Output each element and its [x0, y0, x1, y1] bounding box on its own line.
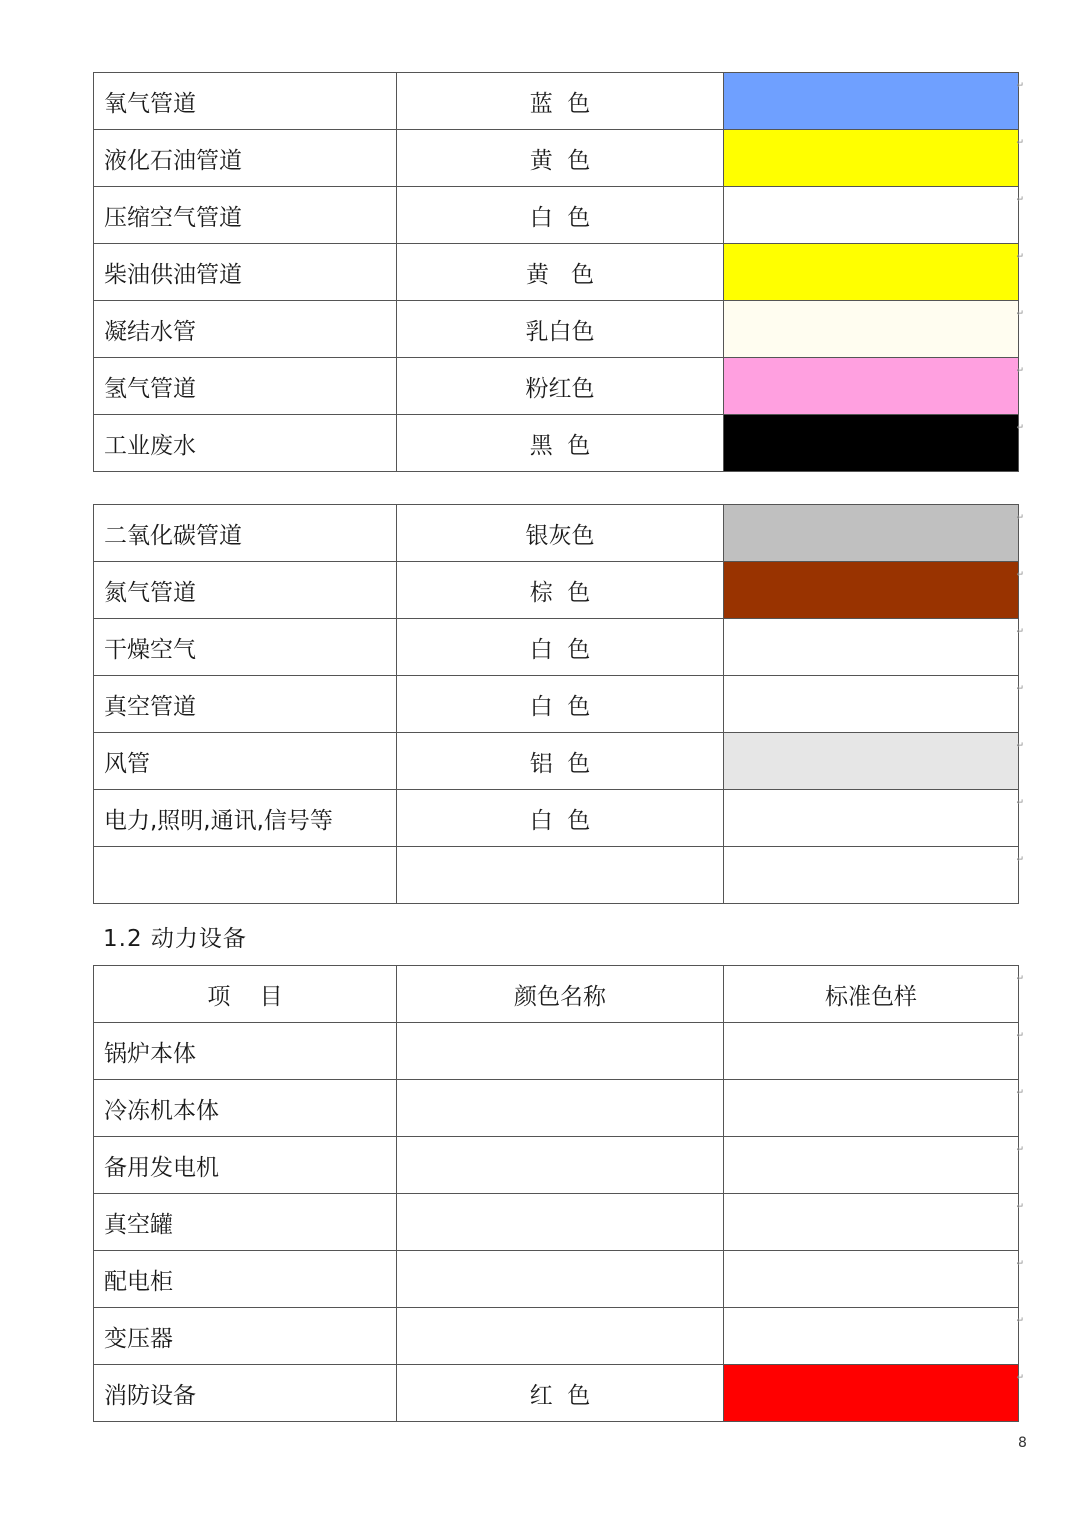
color-name-cell: 白 色 [397, 619, 724, 676]
item-cell [94, 847, 397, 904]
color-swatch-cell [724, 1080, 1024, 1137]
pipe-color-table-1 [93, 72, 1024, 472]
table-row [94, 1080, 1019, 1137]
color-name-cell: 银灰色 [397, 505, 724, 562]
table-row [94, 847, 1019, 904]
color-swatch-cell [724, 505, 1024, 562]
paragraph-mark-icon: ↵ [1016, 1145, 1024, 1155]
color-swatch-cell [724, 1308, 1024, 1365]
paragraph-mark-icon: ↵ [1016, 798, 1024, 808]
color-swatch-cell [724, 415, 1024, 472]
power-equipment-color-table [93, 965, 1024, 1422]
color-swatch-cell [724, 1137, 1024, 1194]
table-row [94, 415, 1019, 472]
color-swatch-cell [724, 562, 1024, 619]
item-cell: 干燥空气 [94, 619, 397, 676]
color-swatch-cell [724, 619, 1024, 676]
color-name-cell: 白 色 [397, 676, 724, 733]
item-cell: 二氧化碳管道 [94, 505, 397, 562]
paragraph-mark-icon: ↵ [1016, 423, 1024, 433]
color-name-cell: 黄 色 [397, 130, 724, 187]
item-cell: 变压器 [94, 1308, 397, 1365]
color-name-cell [397, 1137, 724, 1194]
item-cell: 真空罐 [94, 1194, 397, 1251]
table-row [94, 187, 1019, 244]
color-swatch-cell [724, 1194, 1024, 1251]
item-cell: 锅炉本体 [94, 1023, 397, 1080]
table-row [94, 1308, 1019, 1365]
paragraph-mark-icon: ↵ [1016, 1088, 1024, 1098]
table-row [94, 505, 1019, 562]
paragraph-mark-icon: ↵ [1016, 1259, 1024, 1269]
table-row [94, 676, 1019, 733]
color-name-cell: 红 色 [397, 1365, 724, 1422]
paragraph-mark-icon: ↵ [1016, 570, 1024, 580]
color-swatch-cell [724, 244, 1024, 301]
pipe-color-table-2 [93, 504, 1024, 904]
color-name-cell [397, 1080, 724, 1137]
paragraph-mark-icon: ↵ [1016, 974, 1024, 984]
paragraph-mark-icon: ↵ [1016, 1031, 1024, 1041]
table-row [94, 1137, 1019, 1194]
color-name-cell [397, 1308, 724, 1365]
table-row [94, 358, 1019, 415]
item-cell: 氮气管道 [94, 562, 397, 619]
color-name-cell: 粉红色 [397, 358, 724, 415]
item-cell: 消防设备 [94, 1365, 397, 1422]
color-swatch-cell [724, 358, 1024, 415]
color-name-cell: 铝 色 [397, 733, 724, 790]
table-row [94, 301, 1019, 358]
table-row [94, 73, 1019, 130]
header-item: 项 目 [94, 966, 397, 1023]
color-swatch-cell [724, 1251, 1024, 1308]
paragraph-mark-icon: ↵ [1016, 1316, 1024, 1326]
table-row [94, 562, 1019, 619]
item-cell: 冷冻机本体 [94, 1080, 397, 1137]
color-name-cell [397, 1023, 724, 1080]
paragraph-mark-icon: ↵ [1016, 366, 1024, 376]
color-swatch-cell [724, 847, 1024, 904]
header-color-name: 颜色名称 [397, 966, 724, 1023]
paragraph-mark-icon: ↵ [1016, 684, 1024, 694]
color-name-cell: 棕 色 [397, 562, 724, 619]
paragraph-mark-icon: ↵ [1016, 627, 1024, 637]
item-cell: 工业废水 [94, 415, 397, 472]
table-row [94, 790, 1019, 847]
color-swatch-cell [724, 130, 1024, 187]
table-row [94, 733, 1019, 790]
table-row [94, 1365, 1019, 1422]
section-heading: 1.2 动力设备 [103, 926, 247, 952]
color-name-cell: 白 色 [397, 790, 724, 847]
paragraph-mark-icon: ↵ [1016, 1373, 1024, 1383]
table-row [94, 130, 1019, 187]
color-name-cell [397, 847, 724, 904]
paragraph-mark-icon: ↵ [1016, 138, 1024, 148]
page-number: 8 [1018, 1435, 1027, 1451]
color-name-cell: 白 色 [397, 187, 724, 244]
item-cell: 液化石油管道 [94, 130, 397, 187]
color-swatch-cell [724, 301, 1024, 358]
header-color-sample-label: 标准色样 [825, 983, 917, 1010]
item-cell: 凝结水管 [94, 301, 397, 358]
color-name-cell: 乳白色 [397, 301, 724, 358]
table-row [94, 1194, 1019, 1251]
color-name-cell: 蓝 色 [397, 73, 724, 130]
color-swatch-cell [724, 733, 1024, 790]
color-name-cell [397, 1194, 724, 1251]
color-swatch-cell [724, 73, 1024, 130]
color-name-cell [397, 1251, 724, 1308]
paragraph-mark-icon: ↵ [1016, 1202, 1024, 1212]
paragraph-mark-icon: ↵ [1016, 81, 1024, 91]
item-cell: 电力,照明,通讯,信号等 [94, 790, 397, 847]
color-swatch-cell [724, 1023, 1024, 1080]
color-swatch-cell [724, 790, 1024, 847]
table-row [94, 1251, 1019, 1308]
item-cell: 氧气管道 [94, 73, 397, 130]
table-row [94, 1023, 1019, 1080]
paragraph-mark-icon: ↵ [1016, 309, 1024, 319]
color-swatch-cell [724, 1365, 1024, 1422]
color-swatch-cell [724, 676, 1024, 733]
paragraph-mark-icon: ↵ [1016, 513, 1024, 523]
item-cell: 压缩空气管道 [94, 187, 397, 244]
paragraph-mark-icon: ↵ [1016, 252, 1024, 262]
color-swatch-cell [724, 187, 1024, 244]
color-name-cell: 黄 色 [397, 244, 724, 301]
item-cell: 配电柜 [94, 1251, 397, 1308]
item-cell: 氢气管道 [94, 358, 397, 415]
table-row [94, 619, 1019, 676]
paragraph-mark-icon: ↵ [1016, 195, 1024, 205]
item-cell: 柴油供油管道 [94, 244, 397, 301]
header-color-sample [724, 966, 1024, 1023]
table-header-row [94, 966, 1019, 1023]
item-cell: 风管 [94, 733, 397, 790]
paragraph-mark-icon: ↵ [1016, 855, 1024, 865]
paragraph-mark-icon: ↵ [1016, 741, 1024, 751]
color-name-cell: 黑 色 [397, 415, 724, 472]
table-row [94, 244, 1019, 301]
item-cell: 备用发电机 [94, 1137, 397, 1194]
item-cell: 真空管道 [94, 676, 397, 733]
